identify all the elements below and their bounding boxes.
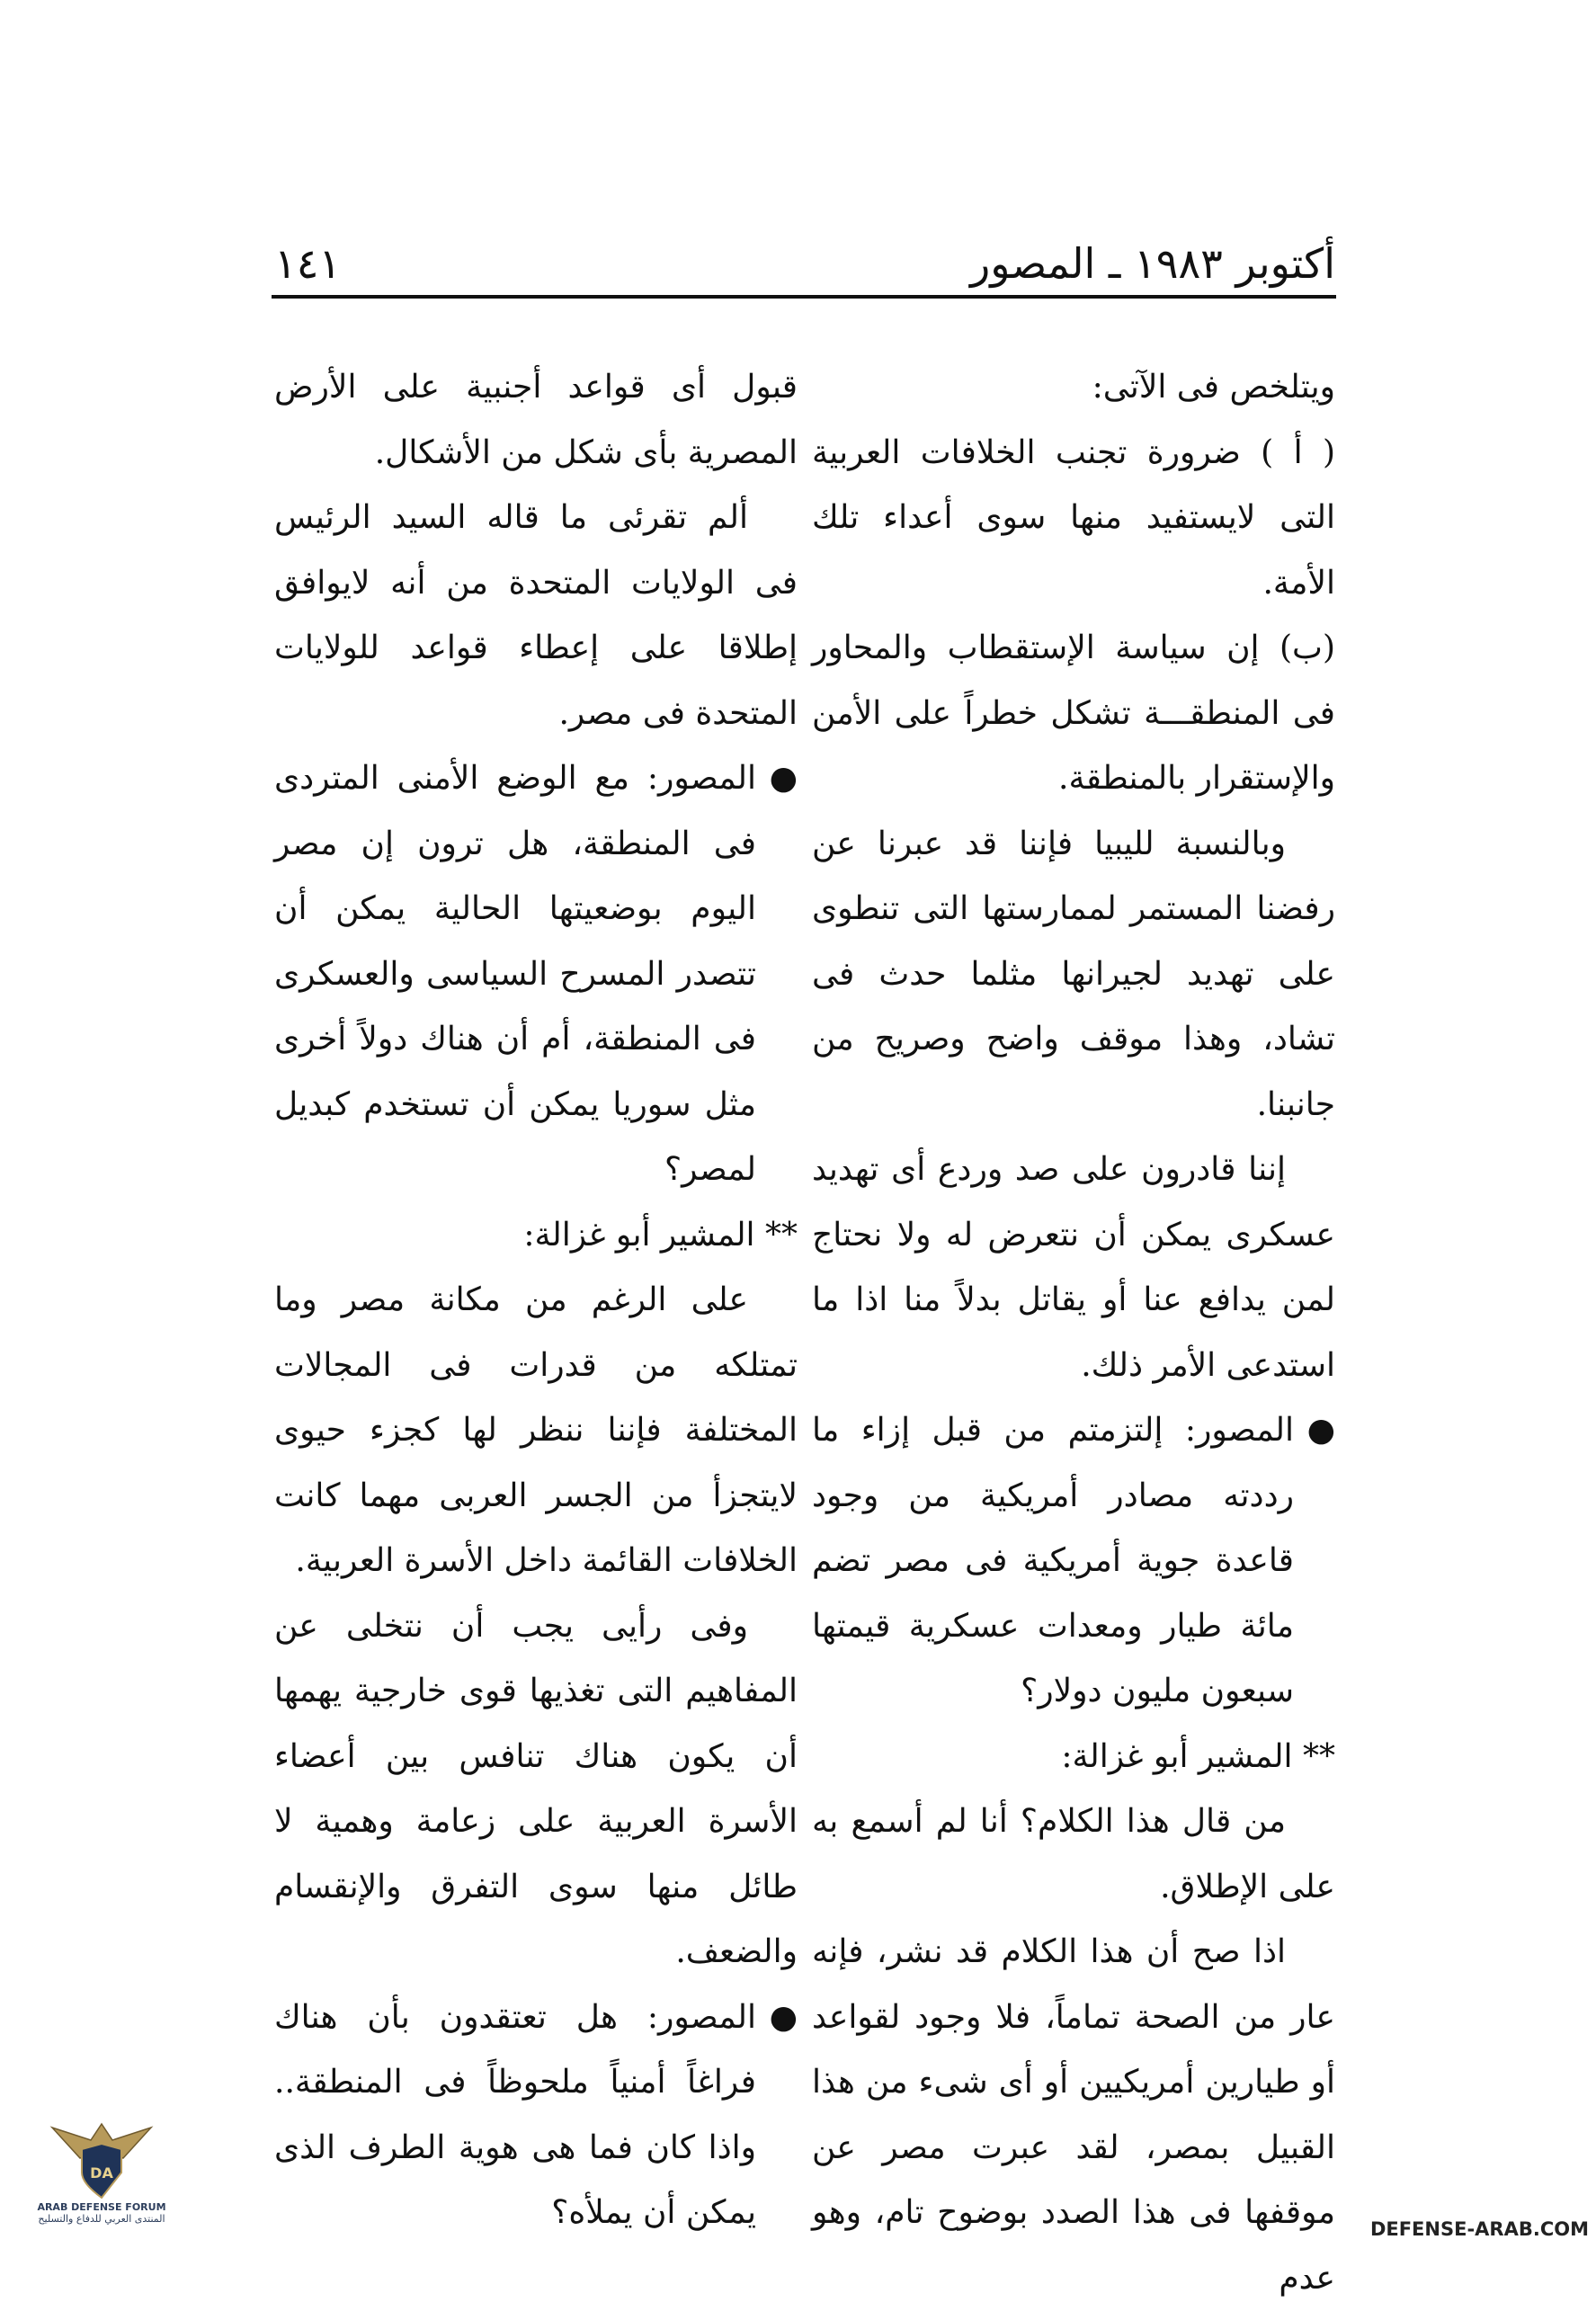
question-paragraph — [274, 746, 798, 1203]
question-bullet: ● — [769, 1998, 798, 2036]
header-rule — [272, 295, 1336, 299]
question-paragraph — [274, 1985, 798, 2246]
watermark-logo — [16, 2120, 187, 2242]
answer-marker: ** — [1303, 1737, 1335, 1775]
page-number: ١٤١ — [274, 239, 342, 288]
page-header — [274, 236, 1335, 291]
question-bullet: ● — [1306, 1412, 1335, 1449]
paragraph-text: المصور: إلتزمتم من قبل إزاء ما رددته مصادر أمريكية من وجود قاعدة جوية أمريكية فى مصر تضم مائة طيار ومعدات عسكرية قيمتها سبعون مليون دولار؟ — [812, 1412, 1294, 1709]
paragraph: ( أ ) ضرورة تجنب الخلافات العربية التى لايستفيد منها سوى أعداء تلك الأمة. — [812, 433, 1335, 602]
paragraph: وبالنسبة لليبيا فإننا قد عبرنا عن رفضنا المستمر لممارستها التى تنطوى على تهديد لجيرانها مثلما حدث فى تشاد، وهذا موقف واضح وصريح من جانبنا. — [812, 825, 1335, 1123]
answer-marker: ** — [765, 1216, 798, 1254]
logo-english-text: ARAB DEFENSE FORUM — [37, 2201, 166, 2213]
logo-initials: DA — [90, 2164, 113, 2182]
paragraph: وفى رأيى يجب أن نتخلى عن المفاهيم التى تغذيها قوى خارجية يهمها أن يكون هناك تنافس بين أعضاء الأسرة العربية على زعامة وهمية لا طائل منها سوى التفرق والإنقسام والضعف. — [274, 1607, 798, 1970]
paragraph: ألم تقرئى ما قاله السيد الرئيس فى الولايات المتحدة من أنه لايوافق إطلاقا على إعطاء قواعد للولايات المتحدة فى مصر. — [274, 499, 798, 732]
paragraph-text: المصور: هل تعتقدون بأن هناك فراغاً أمنياً ملحوظاً فى المنطقة.. واذا كان فما هى هوية الطرف الذى يمكن أن يملأه؟ — [274, 1998, 756, 2231]
paragraph: قبول أى قواعد أجنبية على الأرض المصرية بأى شكل من الأشكال. — [274, 369, 798, 471]
left-column — [274, 355, 798, 2246]
paragraph-text: المصور: مع الوضع الأمنى المتردى فى المنطقة، هل ترون إن مصر اليوم بوضعيتها الحالية يمكن أن تتصدر المسرح السياسى والعسكرى فى المنطقة، أم أن هناك دولاً أخرى مثل سوريا يمكن أن تستخدم كبديل لمصر؟ — [274, 760, 756, 1188]
paragraph: (ب) إن سياسة الإستقطاب والمحاور فى المنطقـــة تشكل خطراً على الأمن والإستقرار بالمنطقة. — [812, 629, 1335, 797]
question-bullet: ● — [769, 760, 798, 797]
paragraph: إننا قادرون على صد وردع أى تهديد عسكرى يمكن أن نتعرض له ولا نحتاج لمن يدافع عنا أو يقاتل بدلاً منا اذا ما استدعى الأمر ذلك. — [812, 1151, 1335, 1384]
question-paragraph — [812, 1398, 1335, 1725]
speaker-line — [274, 1203, 798, 1269]
speaker-name: المشير أبو غزالة: — [523, 1216, 755, 1254]
paragraph: ويتلخص فى الآتى: — [1092, 369, 1335, 406]
speaker-line — [812, 1725, 1335, 1790]
paragraph: على الرغم من مكانة مصر وما تمتلكه من قدرات فى المجالات المختلفة فإننا ننظر لها كجزء حيوى لايتجزأ من الجسر العربى مهما كانت الخلافات القائمة داخل الأسرة العربية. — [274, 1281, 798, 1579]
paragraph: اذا صح أن هذا الكلام قد نشر، فإنه عار من الصحة تماماً، فلا وجود لقواعد أو طيارين أمريكيين أو أى شىء من هذا القبيل بمصر، لقد عبرت مصر عن موقفها فى هذا الصدد بوضوح تام، وهو عدم — [812, 1933, 1335, 2297]
eagle-shield-icon — [48, 2120, 156, 2201]
paragraph: من قال هذا الكلام؟ أنا لم أسمع به على الإطلاق. — [812, 1803, 1335, 1905]
watermark-site: DEFENSE-ARAB.COM — [1369, 2218, 1589, 2240]
right-column — [812, 355, 1335, 2311]
logo-arabic-text: المنتدى العربي للدفاع والتسليح — [38, 2213, 165, 2225]
speaker-name: المشير أبو غزالة: — [1061, 1737, 1293, 1775]
running-title: أكتوبر ١٩٨٣ ـ المصور — [970, 239, 1335, 288]
